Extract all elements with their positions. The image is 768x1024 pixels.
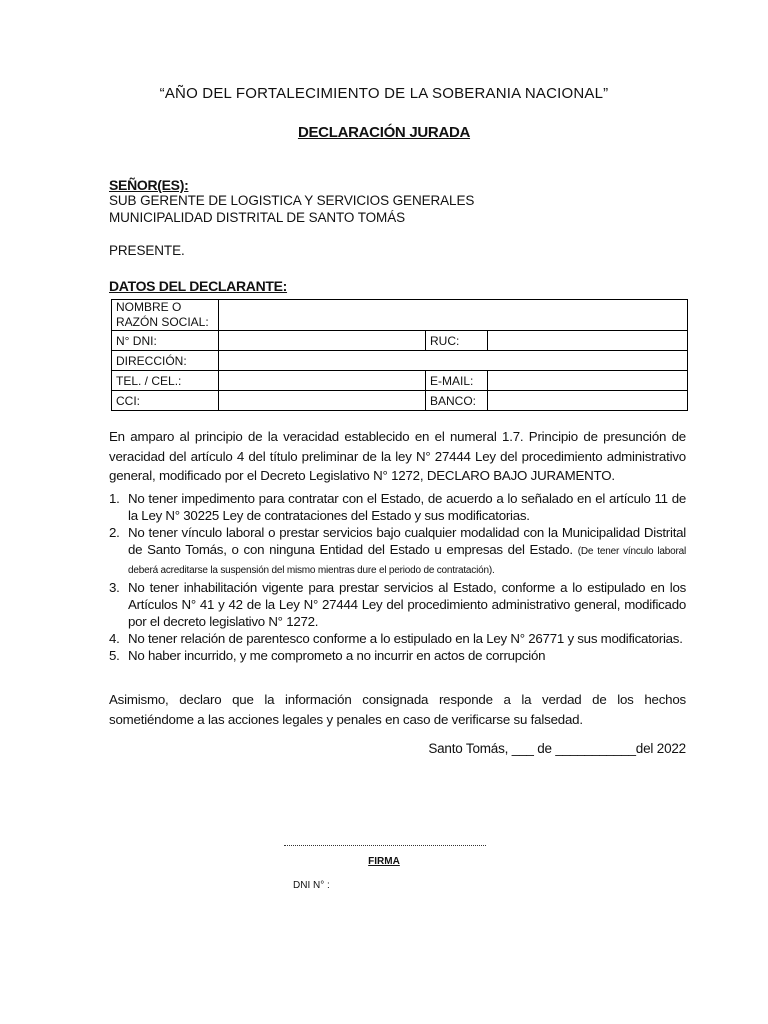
addressee-line-2: MUNICIPALIDAD DISTRITAL DE SANTO TOMÁS (109, 210, 406, 225)
table-row (112, 391, 688, 411)
table-row (112, 300, 688, 331)
list-item-note: (De tener vínculo laboral deberá acreditarse la suspensión del mismo mientras dure el periodo de contratación). (128, 546, 686, 576)
addressee-line-1: SUB GERENTE DE LOGISTICA Y SERVICIOS GENERALES (109, 193, 475, 208)
address-value-field[interactable] (219, 351, 688, 371)
dni-label: N° DNI: (112, 331, 219, 351)
signature-line[interactable] (284, 845, 486, 846)
signature-dni-label: DNI N° : (293, 880, 330, 891)
list-item-number: 2. (109, 525, 120, 540)
list-item-text: No tener impedimento para contratar con el Estado, de acuerdo a lo señalado en el artículo 11 de la Ley N° 30225 Ley de contrataciones del Estado y sus modificatorias. (128, 491, 686, 523)
ruc-label: RUC: (426, 331, 488, 351)
email-label: E-MAIL: (426, 371, 488, 391)
phone-value-field[interactable] (219, 371, 426, 391)
declaration-list (109, 490, 686, 664)
list-item-text: No haber incurrido, y me comprometo a no incurrir en actos de corrupción (128, 648, 546, 663)
list-item-text: No tener inhabilitación vigente para prestar servicios al Estado, conforme a lo estipulado en los Artículos N° 41 y 42 de la Ley N° 27444 Ley del procedimiento administrativo general, modificado por el decreto legislativo N° 1272. (128, 580, 686, 629)
closing-paragraph: Asimismo, declaro que la información consignada responde a la verdad de los hechos sometiéndome a las acciones legales y penales en caso de verificarse su falsedad. (109, 692, 686, 727)
address-label: DIRECCIÓN: (112, 351, 219, 371)
bank-label: BANCO: (426, 391, 488, 411)
list-item (109, 490, 686, 524)
list-item (109, 647, 686, 664)
name-value-field[interactable] (219, 300, 688, 331)
table-row (112, 371, 688, 391)
cci-label: CCI: (112, 391, 219, 411)
bank-value-field[interactable] (488, 391, 688, 411)
declarant-data-table (111, 299, 688, 411)
table-row (112, 331, 688, 351)
year-motto: “AÑO DEL FORTALECIMIENTO DE LA SOBERANIA NACIONAL” (159, 85, 609, 102)
intro-paragraph: En amparo al principio de la veracidad establecido en el numeral 1.7. Principio de presunción de veracidad del artículo 4 del título preliminar de la ley N° 27444 Ley del procedimiento administrativo general, modificado por el Decreto Legislativo N° 1272, DECLARO BAJO JURAMENTO. (109, 429, 686, 483)
list-item (109, 579, 686, 630)
list-item-text: No tener relación de parentesco conforme a lo estipulado en la Ley N° 26771 y sus modificatorias. (128, 631, 683, 646)
document-title: DECLARACIÓN JURADA (297, 124, 471, 141)
presente-text: PRESENTE. (109, 243, 185, 258)
signature-label: FIRMA (368, 856, 400, 867)
list-item-text: No tener vínculo laboral o prestar servicios bajo cualquier modalidad con la Municipalidad Distrital de Santo Tomás, o con ninguna Entidad del Estado u empresas del Estado. (128, 525, 686, 557)
email-value-field[interactable] (488, 371, 688, 391)
list-item-number: 5. (109, 648, 120, 663)
list-item-number: 1. (109, 491, 120, 506)
date-line: Santo Tomás, ___ de ___________del 2022 (428, 741, 686, 756)
ruc-value-field[interactable] (488, 331, 688, 351)
phone-label: TEL. / CEL.: (112, 371, 219, 391)
addressee-label: SEÑOR(ES): (109, 177, 189, 193)
list-item-number: 3. (109, 580, 120, 595)
list-item (109, 524, 686, 579)
list-item-number: 4. (109, 631, 120, 646)
name-label-line-2: RAZÓN SOCIAL: (116, 315, 209, 329)
dni-value-field[interactable] (219, 331, 426, 351)
list-item (109, 630, 686, 647)
name-label-line-1: NOMBRE O (116, 300, 182, 314)
cci-value-field[interactable] (219, 391, 426, 411)
table-row (112, 351, 688, 371)
name-label-cell (112, 300, 219, 331)
declarant-section-label: DATOS DEL DECLARANTE: (109, 278, 288, 294)
